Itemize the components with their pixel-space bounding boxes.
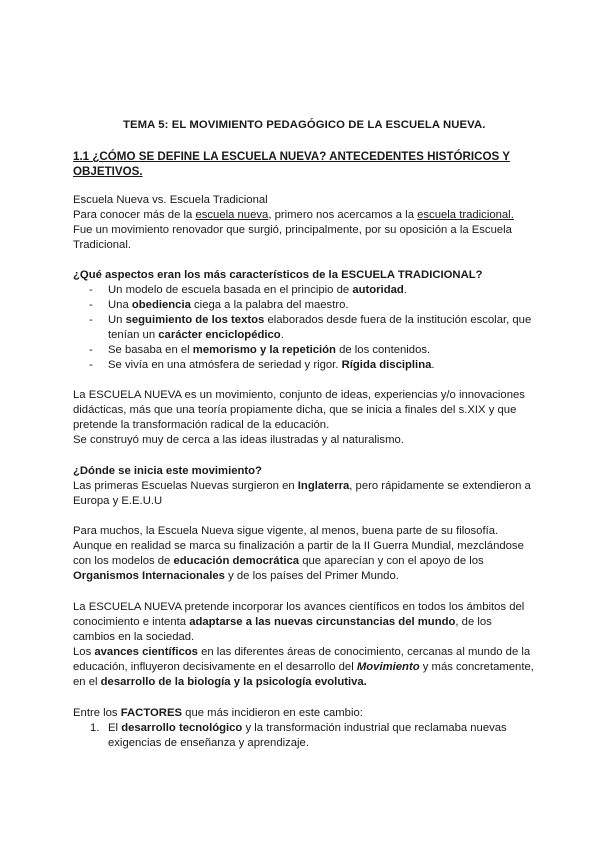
nueva-line-2: didácticas, más que una teoría propiamente dicha, que se inicia a finales del s.XIX y que — [73, 404, 517, 416]
paragraph-bold: desarrollo tecnológico — [121, 722, 243, 734]
bullet-bold: obediencia — [131, 299, 191, 311]
nueva-line-1: La ESCUELA NUEVA es un movimiento, conjunto de ideas, experiencias y/o innovaciones — [73, 389, 525, 401]
paragraph-text: Entre los — [73, 707, 121, 719]
bullet-item-5 — [108, 358, 435, 373]
bullet-marker: - — [89, 299, 93, 311]
inglaterra-bold: Inglaterra — [297, 480, 350, 492]
section-heading-line2: OBJETIVOS. — [73, 165, 143, 178]
bullet-bold: autoridad — [352, 284, 404, 296]
vigente-line-1: Para muchos, la Escuela Nueva sigue vigente, al menos, buena parte de su filosofía. — [73, 525, 499, 537]
bullet-marker: - — [89, 314, 93, 326]
intro-subtitle: Escuela Nueva vs. Escuela Tradicional — [73, 194, 268, 206]
paragraph-bold: adaptarse a las nuevas circunstancias del mundo — [189, 616, 456, 628]
avances-line-6 — [73, 675, 367, 690]
numbered-marker: 1. — [90, 722, 100, 734]
intro-text: Para conocer más de la — [73, 209, 196, 221]
nueva-line-3: pretende la transformación radical de la educación. — [73, 419, 330, 431]
paragraph-text: y más concretamente, — [419, 661, 534, 673]
inicio-line-2: Europa y E.E.U.U — [73, 495, 163, 507]
nueva-line-4: Se construyó muy de cerca a las ideas ilustradas y al naturalismo. — [73, 434, 404, 446]
paragraph-text: , de los — [455, 616, 492, 628]
paragraph-text: Las primeras Escuelas Nuevas surgieron en — [73, 480, 298, 492]
bullet-item-2 — [108, 298, 349, 313]
vigente-line-4 — [73, 569, 399, 584]
document-title: TEMA 5: EL MOVIMIENTO PEDAGÓGICO DE LA ESCUELA NUEVA. — [123, 119, 486, 131]
paragraph-text: El — [108, 722, 122, 734]
intro-line-3: Tradicional. — [73, 239, 131, 251]
paragraph-text: conocimiento e intenta — [73, 616, 190, 628]
paragraph-bold: FACTORES — [120, 707, 183, 719]
bullet-item-4 — [108, 343, 430, 358]
bullet-text: de los contenidos. — [335, 344, 431, 356]
paragraph-text: y de los países del Primer Mundo. — [224, 570, 399, 582]
vigente-line-2: Aunque en realidad se marca su finalización a partir de la II Guerra Mundial, mezclándose — [73, 540, 524, 552]
paragraph-text: en el — [73, 676, 101, 688]
bullet-bold: seguimiento de los textos — [125, 314, 265, 326]
bullet-marker: - — [89, 344, 93, 356]
paragraph-text: en las diferentes áreas de conocimiento, cercanas al mundo de la — [197, 646, 531, 658]
avances-line-5 — [73, 660, 534, 675]
intro-line-2: Fue un movimiento renovador que surgió, principalmente, por su oposición a la Escuela — [73, 224, 512, 236]
escuela-tradicional-underlined: escuela tradicional. — [417, 209, 514, 221]
vigente-line-3 — [73, 554, 484, 569]
bullet-marker: - — [89, 359, 93, 371]
intro-text: , primero nos acercamos a la — [268, 209, 418, 221]
tradicional-question: ¿Qué aspectos eran los más característicos de la ESCUELA TRADICIONAL? — [73, 269, 483, 281]
paragraph-text: educación, influyeron decisivamente en el desarrollo del — [73, 661, 357, 673]
bullet-item-1 — [108, 283, 407, 298]
inicio-question: ¿Dónde se inicia este movimiento? — [73, 465, 262, 477]
bullet-text: ciega a la palabra del maestro. — [190, 299, 349, 311]
paragraph-text: que aparecían y con el apoyo de los — [299, 555, 484, 567]
numbered-item-1 — [108, 721, 507, 736]
bullet-text: . — [280, 329, 284, 341]
intro-line-1 — [73, 208, 514, 223]
bullet-marker: - — [89, 284, 93, 296]
avances-line-3: cambios en la sociedad. — [73, 631, 195, 643]
inicio-line-1 — [73, 479, 531, 494]
numbered-item-1-continued: exigencias de enseñanza y aprendizaje. — [108, 737, 309, 749]
paragraph-bold: desarrollo de la biología y la psicología evolutiva. — [100, 676, 367, 688]
bullet-text: Un modelo de escuela basada en el principio de — [108, 284, 353, 296]
paragraph-text: que más incidieron en este cambio: — [182, 707, 363, 719]
paragraph-text: , pero rápidamente se extendieron a — [349, 480, 531, 492]
paragraph-bold: avances científicos — [94, 646, 198, 658]
section-heading-line1: 1.1 ¿CÓMO SE DEFINE LA ESCUELA NUEVA? ANTECEDENTES HISTÓRICOS Y — [73, 150, 510, 163]
paragraph-bold: educación democrática — [173, 555, 300, 567]
bullet-item-3-continued — [108, 328, 284, 343]
avances-line-2 — [73, 615, 492, 630]
paragraph-bold-italic: Movimiento — [356, 661, 420, 673]
bullet-text: . — [431, 359, 435, 371]
factores-intro — [73, 706, 363, 721]
avances-line-4 — [73, 645, 530, 660]
escuela-nueva-underlined: escuela nueva — [195, 209, 269, 221]
bullet-text: Una — [108, 299, 132, 311]
paragraph-text: y la transformación industrial que reclamaba nuevas — [242, 722, 507, 734]
avances-line-1: La ESCUELA NUEVA pretende incorporar los avances científicos en todos los ámbitos del — [73, 601, 525, 613]
bullet-item-3 — [108, 313, 531, 328]
bullet-bold: memorismo y la repetición — [192, 344, 336, 356]
bullet-bold: carácter enciclopédico — [158, 329, 281, 341]
bullet-text: Se basaba en el — [108, 344, 193, 356]
paragraph-bold: Organismos Internacionales — [73, 570, 225, 582]
paragraph-text: con los modelos de — [73, 555, 174, 567]
bullet-text: Se vivía en una atmósfera de seriedad y rigor. — [108, 359, 342, 371]
bullet-bold: Rígida disciplina — [341, 359, 432, 371]
bullet-text: . — [403, 284, 407, 296]
bullet-text: tenían un — [108, 329, 159, 341]
bullet-text: Un — [108, 314, 126, 326]
bullet-text: elaborados desde fuera de la institución escolar, que — [264, 314, 532, 326]
paragraph-text: Los — [73, 646, 95, 658]
